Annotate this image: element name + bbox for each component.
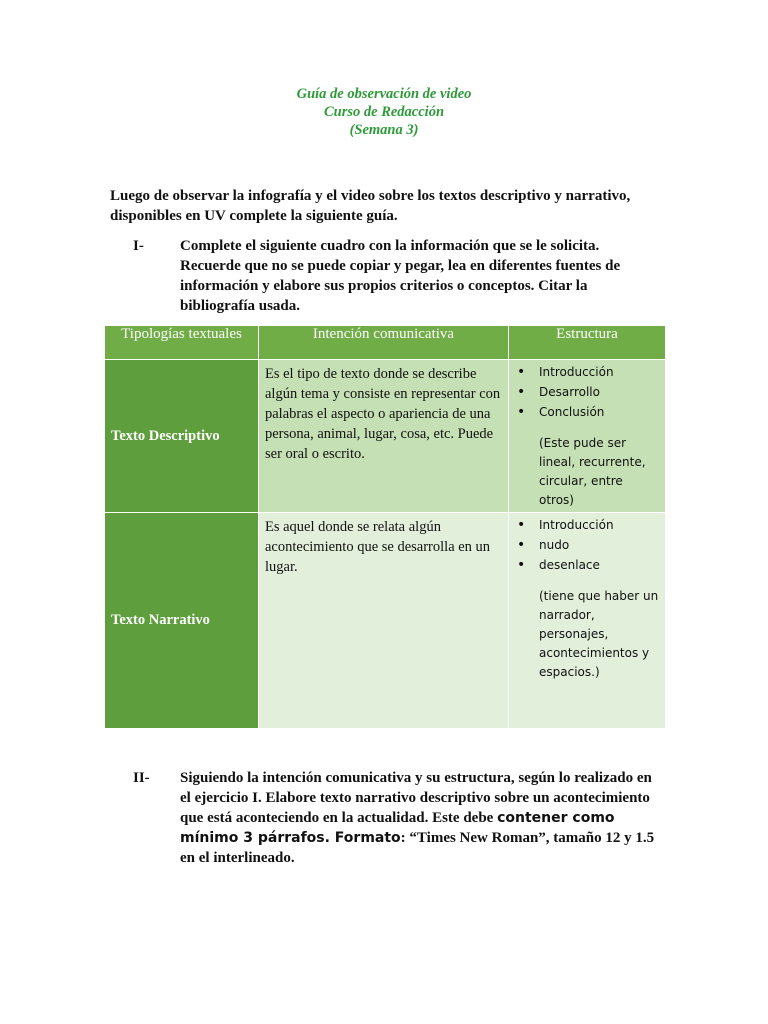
- header-typology: Tipologías textuales: [105, 326, 259, 360]
- structure-note: (tiene que haber un narrador, personajes, acontecimientos y espacios.): [539, 589, 659, 679]
- section-1-number: I-: [133, 238, 144, 254]
- section-2-text: [180, 768, 660, 868]
- intro-paragraph: Luego de observar la infografía y el video sobre los textos descriptivo y narrativo, disponibles en UV complete la siguiente guía.: [110, 188, 631, 224]
- structure-note: (Este pude ser lineal, recurrente, circular, entre otros): [539, 436, 646, 507]
- header-structure: Estructura: [509, 326, 666, 360]
- row-intent-descriptivo: Es el tipo de texto donde se describe algún tema y consiste en representar con palabras el aspecto o apariencia de una persona, animal, lugar, cosa, etc. Puede ser oral o escrito.: [259, 360, 509, 513]
- list-item: • Introducción: [515, 362, 659, 382]
- header-intent: Intención comunicativa: [259, 326, 509, 360]
- typology-table: [104, 325, 666, 729]
- list-item: • desenlace: [515, 555, 659, 575]
- section-1-text: Complete el siguiente cuadro con la información que se le solicita. Recuerde que no se puede copiar y pegar, lea en diferentes fuentes de información y elabore sus propios criterios o conceptos. Citar la bibliografía usada.: [180, 238, 621, 314]
- section-2-text-part-1: Siguiendo la intención comunicativa y su estructura, según lo realizado en el ejercicio I. Elabore texto narrativo descriptivo sobre un acontecimiento que está aconteciendo en la actualidad. Este debe: [180, 770, 652, 826]
- list-item: • nudo: [515, 535, 659, 555]
- row-intent-narrativo: Es aquel donde se relata algún acontecimiento que se desarrolla en un lugar.: [259, 513, 509, 729]
- row-structure-descriptivo: [509, 360, 666, 513]
- document-title: [0, 85, 768, 139]
- list-item: • Introducción: [515, 515, 659, 535]
- section-2-text-part-2: contener como mínimo 3 párrafos. Formato: [180, 810, 615, 846]
- table-header-row: [105, 326, 666, 360]
- section-2-text-part-3: : “Times New Roman”, tamaño 12 y 1.5 en el interlineado.: [180, 830, 655, 866]
- list-item: • Desarrollo: [515, 382, 659, 402]
- title-line-1: Guía de observación de video: [296, 86, 472, 102]
- title-line-2: Curso de Redacción: [323, 104, 445, 120]
- table-row: [105, 513, 666, 729]
- row-type-narrativo: Texto Narrativo: [105, 513, 259, 729]
- title-line-3: (Semana 3): [349, 122, 419, 138]
- list-item: • Conclusión: [515, 402, 659, 422]
- section-2-number: II-: [133, 770, 150, 786]
- row-type-descriptivo: Texto Descriptivo: [105, 360, 259, 513]
- row-structure-narrativo: [509, 513, 666, 729]
- table-row: [105, 360, 666, 513]
